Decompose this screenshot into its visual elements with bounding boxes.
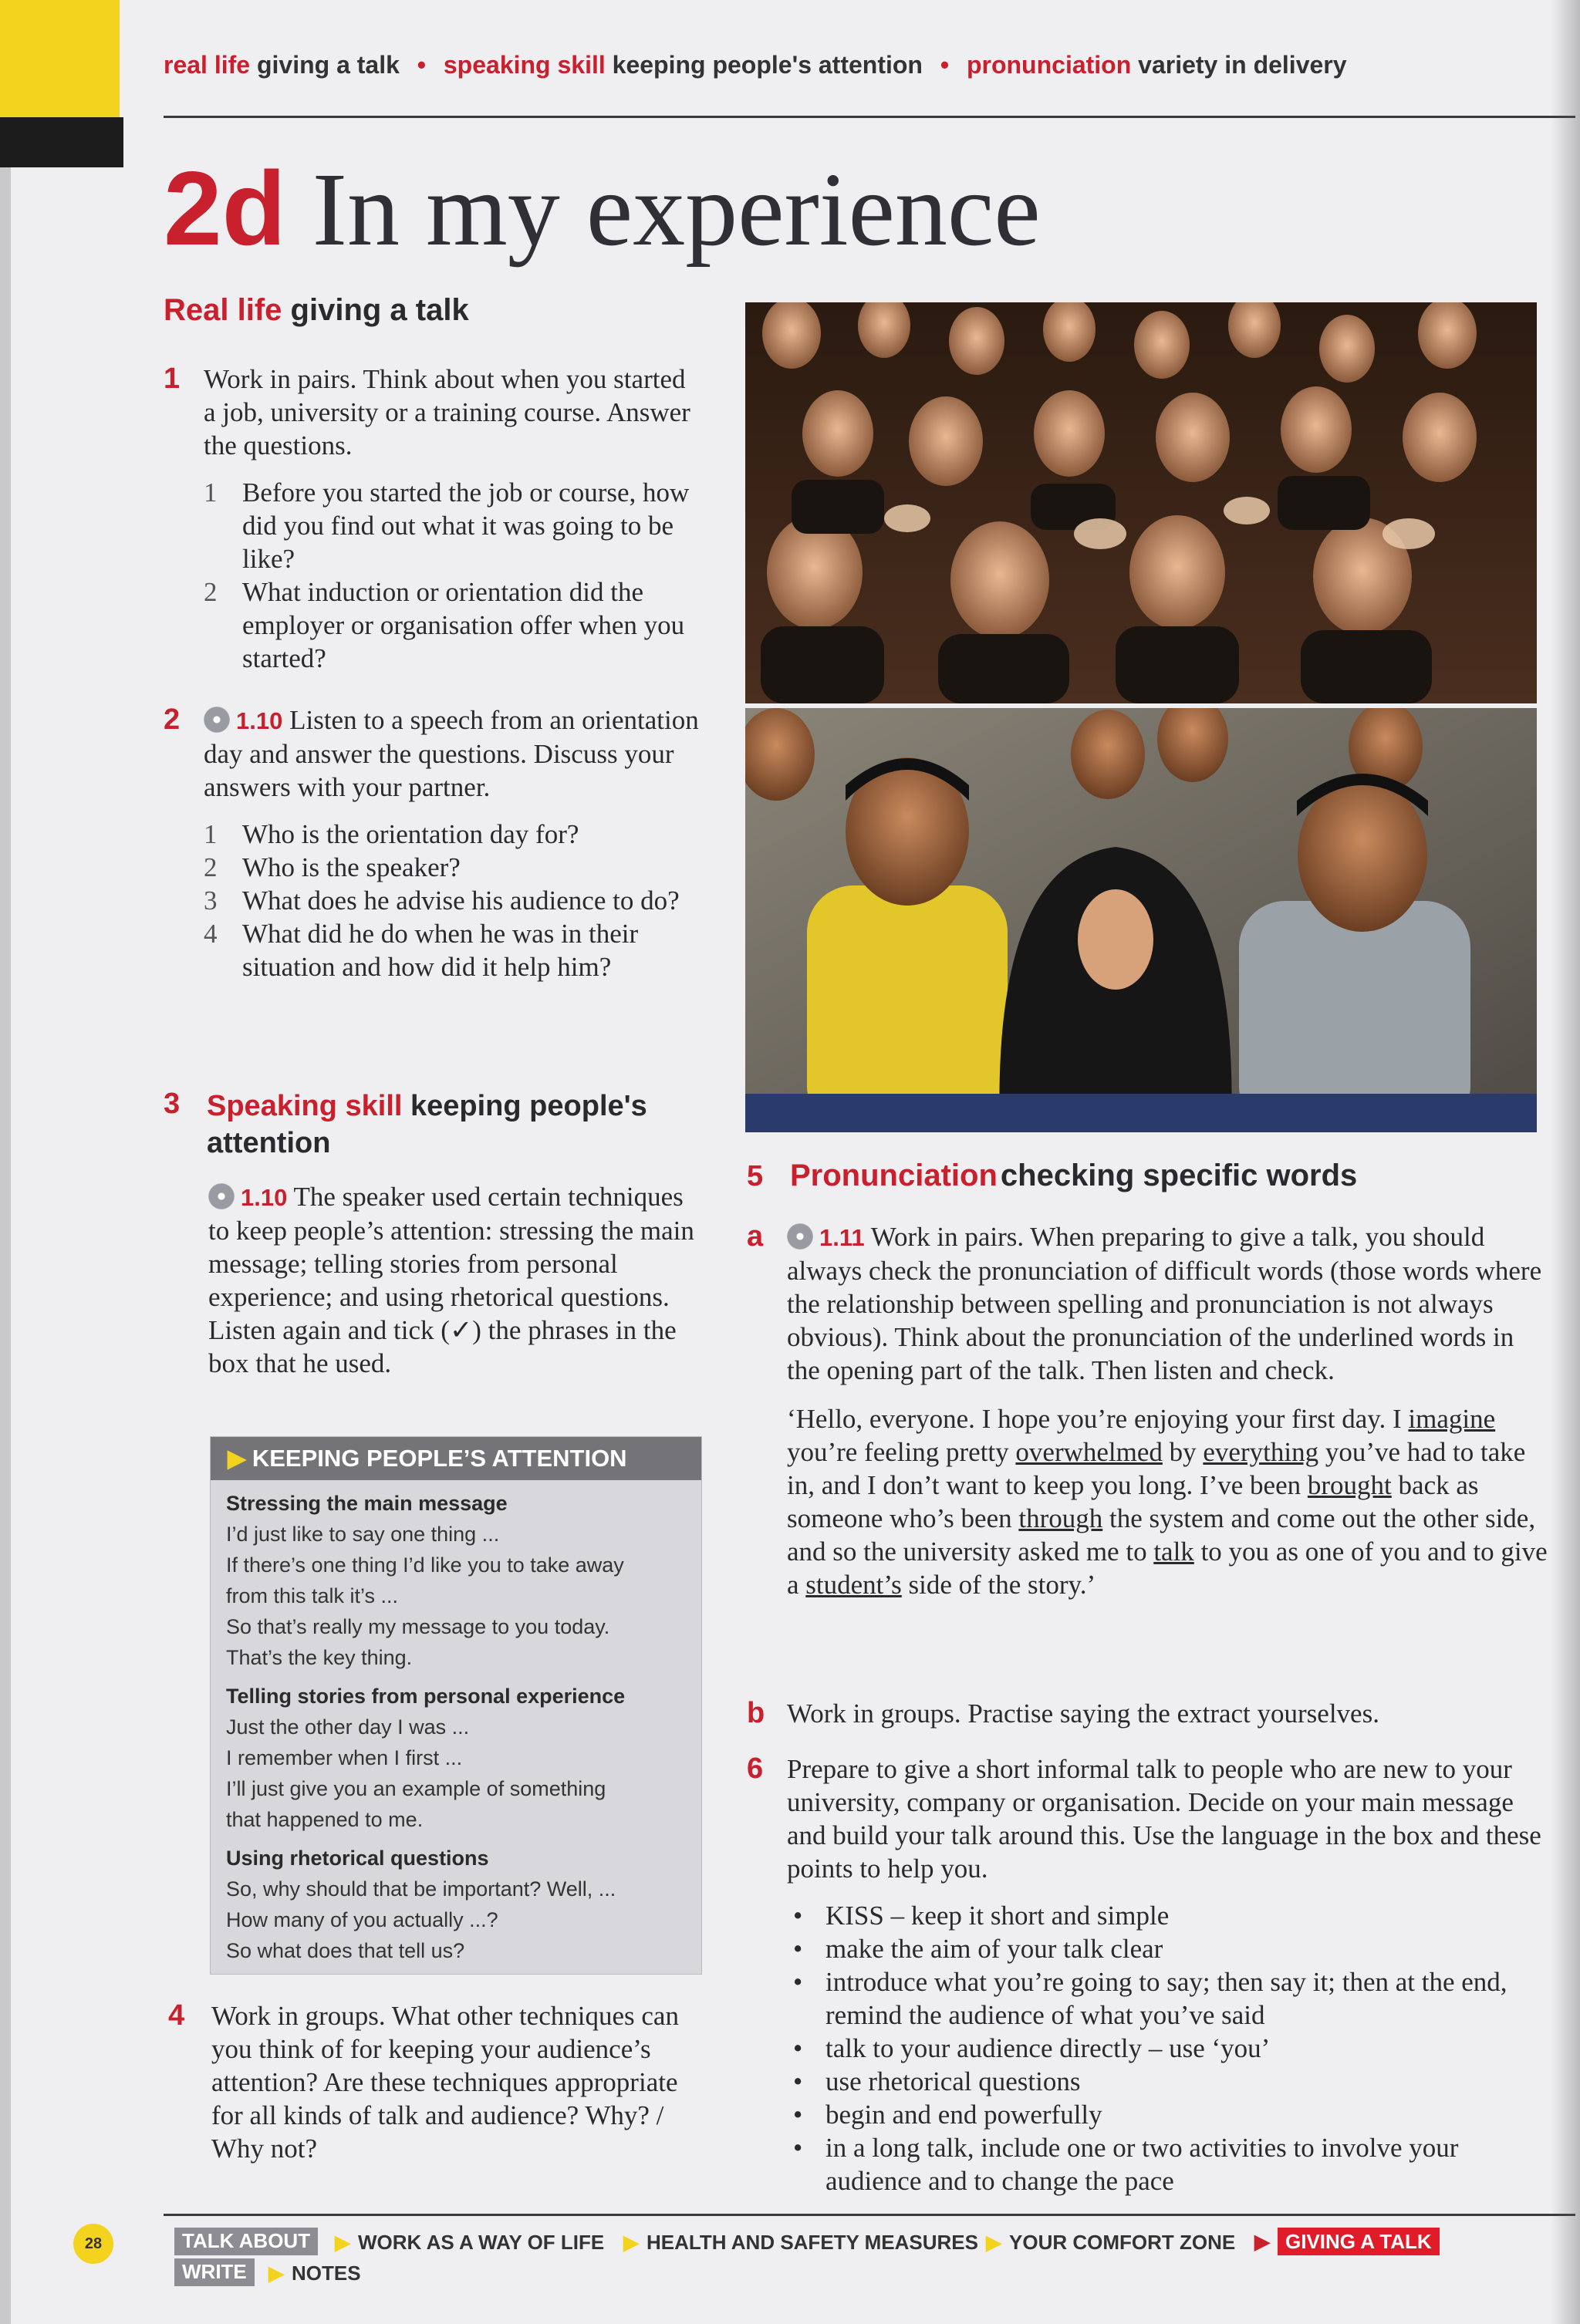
list-item: 1 Before you started the job or course, how did you find out what it was going to be like? — [204, 477, 690, 574]
corner-tab — [0, 0, 120, 117]
footer-item: ▶ WORK AS A WAY OF LIFE — [335, 2231, 605, 2254]
phrase-line: that happened to me. — [226, 1808, 424, 1831]
phrase-line: How many of you actually ...? — [226, 1908, 498, 1931]
section-label: Real life — [164, 293, 282, 327]
header-category: speaking skill — [443, 51, 606, 79]
section-topic: giving a talk — [290, 293, 469, 327]
list-item: 2 What induction or orientation did the employer or organisation offer when you started? — [204, 577, 685, 673]
exercise-number: 1 — [164, 363, 181, 395]
underlined-word: student’s — [805, 1570, 902, 1600]
header-category: real life — [164, 51, 251, 79]
header-topic: variety in delivery — [1138, 51, 1347, 79]
exercise-instructions: 1.10 Listen to a speech from an orientation day and answer the questions. Discuss your answers with your partner. — [204, 705, 699, 802]
triangle-arrow-icon: ▶ — [335, 2231, 350, 2254]
underlined-word: everything — [1203, 1437, 1319, 1467]
phrase-box-heading: ▶ KEEPING PEOPLE’S ATTENTION — [211, 1437, 701, 1480]
exercise-instructions: Work in groups. What other techniques can you think of for keeping your audience’s attention? Are these techniques appropriate for all kinds of talk and audience? Why? / Why not? — [211, 2001, 679, 2164]
question-list — [204, 476, 704, 675]
phrase-line: So, why should that be important? Well, ... — [226, 1877, 616, 1901]
exercise-4 — [168, 1999, 708, 2165]
underlined-word: through — [1018, 1503, 1103, 1533]
phrase-line: I remember when I first ... — [226, 1746, 463, 1769]
footer-item: ▶ NOTES — [268, 2262, 361, 2285]
footer-divider — [164, 2214, 1575, 2216]
triangle-arrow-icon: ▶ — [1254, 2229, 1270, 2253]
underlined-word: brought — [1307, 1470, 1392, 1500]
underlined-word: imagine — [1408, 1404, 1496, 1434]
audio-track: 1.10 — [236, 707, 283, 734]
page-number: 28 — [73, 2224, 113, 2264]
list-item: • KISS – keep it short and simple — [793, 1901, 1170, 1931]
list-item: • talk to your audience directly – use ‘you’ — [793, 2033, 1271, 2063]
exercise-instructions: 1.10 The speaker used certain techniques to keep people’s attention: stressing the main message; telling stories from personal experience; and using rhetorical questions. Listen again and tick (✓) the phrases in the box that he used. — [208, 1182, 694, 1378]
exercise-letter: a — [747, 1220, 764, 1253]
section-label: Pronunciation — [790, 1159, 998, 1192]
lesson-title: In my experience — [312, 152, 1041, 268]
page-edge — [0, 167, 11, 2324]
edge-bar — [0, 117, 123, 167]
list-item: • introduce what you’re going to say; then say it; then at the end, remind the audience of what you’ve said — [793, 1967, 1507, 2030]
phrase-group-title: Using rhetorical questions — [226, 1847, 489, 1870]
phrase-line: I’d just like to say one thing ... — [226, 1523, 500, 1546]
list-item: 1 Who is the orientation day for? — [204, 819, 579, 849]
phrase-line: Just the other day I was ... — [226, 1715, 470, 1739]
talk-about-tag: TALK ABOUT — [174, 2228, 318, 2255]
cd-audio-icon — [204, 707, 230, 733]
phrase-line: from this talk it’s ... — [226, 1584, 399, 1607]
phrase-group-title: Telling stories from personal experience — [226, 1685, 626, 1708]
exercise-letter: b — [747, 1697, 765, 1729]
phrase-box-body — [211, 1480, 701, 1966]
phrase-line: If there’s one thing I’d like you to take away — [226, 1553, 624, 1577]
exercise-number: 4 — [168, 1999, 185, 2032]
exercise-3 — [164, 1088, 704, 1380]
page-gutter-shadow — [1551, 0, 1580, 2324]
footer-item-active: ▶ GIVING A TALK — [1254, 2228, 1440, 2255]
phrase-line: That’s the key thing. — [226, 1646, 413, 1669]
exercise-5-heading — [747, 1159, 1549, 1193]
exercise-instructions: 1.11 Work in pairs. When preparing to give a talk, you should always check the pronunciation of difficult words (those words where the relationship between spelling and pronunciation is not always obvious). Think about the pronunciation of the underlined words in the opening part of the talk. Then listen and check. — [787, 1222, 1542, 1385]
header-bullet: • — [940, 51, 950, 79]
phrase-box — [210, 1436, 702, 1975]
phrase-line: So what does that tell us? — [226, 1939, 465, 1962]
header-bullet: • — [417, 51, 426, 79]
exercise-instructions: Prepare to give a short informal talk to people who are new to your university, company or organisation. Decide on your main message and build your talk around this. Use the language in the box and these points to help you. — [787, 1754, 1541, 1884]
exercise-5a — [747, 1220, 1549, 1601]
audio-track: 1.10 — [241, 1184, 288, 1211]
underlined-word: overwhelmed — [1015, 1437, 1163, 1467]
section-topic: checking specific words — [1000, 1159, 1358, 1192]
header-topic: keeping people's attention — [612, 51, 923, 79]
exercise-instructions: Work in groups. Practise saying the extract yourselves. — [787, 1698, 1379, 1729]
header-topic: giving a talk — [256, 51, 400, 79]
exercise-6 — [747, 1752, 1549, 2198]
exercise-1 — [164, 363, 704, 675]
phrase-group-title: Stressing the main message — [226, 1492, 508, 1515]
header-divider — [164, 116, 1575, 118]
write-tag: WRITE — [174, 2258, 255, 2286]
question-list — [204, 818, 704, 983]
unit-header — [164, 51, 1347, 79]
list-item: • use rhetorical questions — [793, 2066, 1081, 2096]
exercise-number: 2 — [164, 703, 181, 736]
tips-list — [787, 1899, 1549, 2198]
list-item: • make the aim of your talk clear — [793, 1934, 1163, 1964]
triangle-arrow-icon: ▶ — [986, 2231, 1001, 2254]
page-title — [164, 147, 1041, 272]
footer-item: ▶ YOUR COMFORT ZONE — [986, 2231, 1236, 2254]
list-item: 3 What does he advise his audience to do? — [204, 885, 680, 916]
triangle-arrow-icon: ▶ — [228, 1445, 246, 1472]
list-item: • in a long talk, include one or two activities to involve your audience and to change the pace — [793, 2133, 1459, 2196]
underlined-word: talk — [1153, 1536, 1194, 1567]
exercise-number: 5 — [747, 1160, 764, 1192]
list-item: 2 Who is the speaker? — [204, 852, 461, 882]
exercise-number: 6 — [747, 1752, 764, 1785]
lesson-number: 2d — [164, 150, 286, 267]
list-item: • begin and end powerfully — [793, 2100, 1102, 2130]
students-photo — [745, 708, 1537, 1132]
list-item: 4 What did he do when he was in their situation and how did it help him? — [204, 919, 639, 982]
section-heading — [164, 293, 469, 328]
exercise-number: 3 — [164, 1088, 181, 1120]
triangle-arrow-icon: ▶ — [623, 2231, 639, 2254]
audience-photo — [745, 302, 1537, 703]
exercise-instructions: Work in pairs. Think about when you started a job, university or a training course. Answer the questions. — [204, 364, 690, 460]
audio-track: 1.11 — [819, 1224, 865, 1251]
footer-item: ▶ HEALTH AND SAFETY MEASURES — [623, 2231, 978, 2254]
triangle-arrow-icon: ▶ — [268, 2262, 284, 2285]
phrase-line: I’ll just give you an example of something — [226, 1777, 606, 1800]
phrase-line: So that’s really my message to you today. — [226, 1615, 610, 1638]
exercise-heading: Speaking skill keeping people's attention — [207, 1090, 647, 1159]
exercise-2 — [164, 703, 704, 983]
header-category: pronunciation — [966, 51, 1132, 79]
talk-extract: ‘Hello, everyone. I hope you’re enjoying your first day. I imagine you’re feeling pretty overwhelmed by everything you’ve had to take in, and I don’t want to keep you long. I’ve been brought back as someone who’s been through the system and come out the other side, and so the university asked me to talk to you as one of you and to give a student’s side of the story.’ — [787, 1404, 1548, 1600]
cd-audio-icon — [208, 1183, 235, 1209]
exercise-5b — [747, 1697, 1549, 1730]
cd-audio-icon — [787, 1223, 813, 1250]
